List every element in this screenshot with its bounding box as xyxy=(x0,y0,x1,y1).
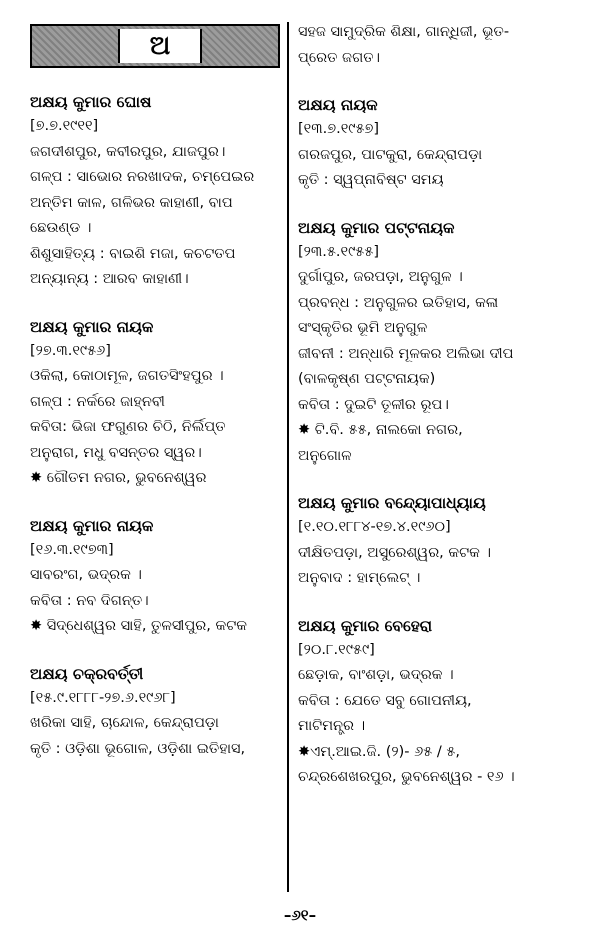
entry-line: [୭.୭.୧୯୧୧] xyxy=(30,118,99,134)
right-column xyxy=(298,20,576,813)
entry xyxy=(298,216,576,470)
entry-line: ✸ ଗୌତମ ନଗର, ଭୁବନେଶ୍ୱର xyxy=(30,470,207,486)
entry-line: ଓକିଲା, କୋଠାମୂଳ, ଜଗତସିଂହପୁର । xyxy=(30,368,224,384)
entry-line: ଚନ୍ଦ୍ରଶେଖରପୁର, ଭୁବନେଶ୍ୱର - ୧୬ । xyxy=(298,769,515,785)
entry-line: ସହଜ ସାମୁଦ୍ରିକ ଶିକ୍ଷା, ଗାନ୍ଧିଜୀ, ଭୂତ- xyxy=(298,24,510,40)
entry-line: କବିତା : ଦୁଇଟି ତୂଳୀର ରୂପ। xyxy=(298,396,449,413)
entry-line: ଅନ୍ତିମ କାଳ, ଗଳିଭର କାହାଣୀ, ବାପ xyxy=(30,194,233,211)
entry-line: ✸ ଟି.ବି. ୫୫, ନାଲକୋ ନଗର, xyxy=(298,422,463,438)
entry-line: ଜୀବନୀ : ଅନ୍ଧାରି ମୂଳକର ଅଲିଭା ଦୀପ xyxy=(298,345,514,362)
entry-line: ପ୍ରେତ ଜଗତ। xyxy=(298,49,381,66)
entry-line: କବିତା : ଯେତେ ସବୁ ଗୋପନୀୟ, xyxy=(298,692,472,709)
entry-line: ଅନୁବାଦ : ହାମ୍‌ଲେଟ୍ । xyxy=(298,570,421,586)
entry-line: ପ୍ରବନ୍ଧ : ଅନୁଗୁଳର ଇତିହାସ, କଳା xyxy=(298,294,499,311)
entry-line: ✸ ସିଦ୍ଧେଶ୍ୱର ସାହି, ତୁଳସୀପୁର, କଟକ xyxy=(30,618,247,634)
entry-line: [୧୩.୭.୧୯୫୭] xyxy=(298,121,380,137)
entry-line: ଗରଜପୁର, ପାଟକୁରା, କେନ୍ଦ୍ରାପଡ଼ା xyxy=(298,146,483,163)
entry-name: ଅକ୍ଷୟ ଚକ୍ରବର୍ତ୍ତୀ xyxy=(30,664,144,683)
entry-line: ମାଟିମନ୍ତ୍ର । xyxy=(298,718,366,734)
entry-line: [୨୭.୩.୧୯୫୬] xyxy=(30,342,111,359)
entry-line: କବିତା : ନବ ଦିଗନ୍ତ। xyxy=(30,592,149,609)
entry-line: [୧.୧୦.୧୮୮୪-୧୭.୪.୧୯୬୦] xyxy=(298,519,451,535)
column-divider xyxy=(287,22,289,892)
entry-name: ଅକ୍ଷୟ କୁମାର ପଟ୍ଟନାୟକ xyxy=(298,218,455,237)
entry-line: ଜଗଦୀଶପୁର, କବୀରପୁର, ଯାଜପୁର। xyxy=(30,143,226,160)
entry xyxy=(298,614,576,791)
entry-line: ଅନୁରାଗ, ମଧୁ ବସନ୍ତର ସ୍ୱର। xyxy=(30,444,202,461)
entry-line: ✸ଏମ୍.ଆଇ.ଜି. (୨)- ୬୫ / ୫, xyxy=(298,743,461,760)
entry-name: ଅକ୍ଷୟ ନାୟକ xyxy=(298,96,378,114)
entry-name: ଅକ୍ଷୟ କୁମାର ବନ୍ଦ୍ୟୋପାଧ୍ୟାୟ xyxy=(298,494,486,512)
entry-line: ଦୁର୍ଗାପୁର, ଜରପଡ଼ା, ଅନୁଗୁଳ । xyxy=(298,269,463,285)
entry xyxy=(30,90,282,293)
entry-name: ଅକ୍ଷୟ କୁମାର ନାୟକ xyxy=(30,317,154,336)
left-entries xyxy=(30,90,282,762)
entry-line: [୨୩.୫.୧୯୫୫] xyxy=(298,243,380,260)
entry-line: ସାବରଂଗ, ଭଦ୍ରକ । xyxy=(30,567,142,583)
entry xyxy=(30,315,282,492)
entry xyxy=(30,662,282,763)
entry-line: ଅନ୍ୟାନ୍ୟ : ଆରବ କାହାଣୀ। xyxy=(30,271,189,287)
entry-name: ଅକ୍ଷୟ କୁମାର ନାୟକ xyxy=(30,516,154,535)
entry xyxy=(30,514,282,640)
entry-line: (ବାଳକୃଷ୍ଣ ପଟ୍ଟନାୟକ) xyxy=(298,371,436,387)
page-number: –୬୧– xyxy=(283,906,317,924)
entry-line: ଛେଉଣ୍ଡ । xyxy=(30,220,92,236)
entry-name: ଅକ୍ଷୟ କୁମାର ବେହେରା xyxy=(298,616,433,635)
entry-line: ସଂସ୍କୃତିର ଭୂମି ଅନୁଗୁଳ xyxy=(298,320,428,336)
entry-line: ଗଳ୍ପ : ନର୍କରେ ଜାହ୍ନବୀ xyxy=(30,393,165,410)
entry-line: [୧୫.୯.୧୮୮୮-୨୭.୬.୧୯୬୮] xyxy=(30,689,176,706)
entry xyxy=(298,93,576,194)
entry-line: [୧୬.୩.୧୯୭୩] xyxy=(30,541,114,558)
entry-line: ଦୀକ୍ଷିତପଡ଼ା, ଅସୁରେଶ୍ୱର, କଟକ । xyxy=(298,544,492,561)
right-entries xyxy=(298,93,576,791)
entry-name: ଅକ୍ଷୟ କୁମାର ଘୋଷ xyxy=(30,93,152,111)
entry-line: କବିତା: ଭିଜା ଫଗୁଣର ଚିଠି, ନିର୍ଲିପ୍ତ xyxy=(30,419,226,435)
entry-line: ଅନୁଗୋଳ xyxy=(298,447,352,464)
entry-line: [୨୦.୮.୧୯୫୯] xyxy=(298,641,375,658)
section-letter-box xyxy=(30,24,280,68)
entry-line: ଗଳ୍ପ : ସାଭୋର ନରଖାଦକ, ଚମ୍ପେଇର xyxy=(30,169,255,185)
section-letter: ଅ xyxy=(118,29,202,63)
left-column xyxy=(30,20,282,784)
entry-line: ଖରିକା ସାହି, ଚାନ୍ଦୋଳ, କେନ୍ଦ୍ରାପଡ଼ା xyxy=(30,715,219,731)
entry-line: କୃତି : ଓଡ଼ିଶା ଭୂଗୋଳ, ଓଡ଼ିଶା ଇତିହାସ, xyxy=(30,740,246,757)
entry-line: ଶିଶୁସାହିତ୍ୟ : ବାଇଶି ମଜା, କଚଟତପ xyxy=(30,245,236,262)
entry-line: ଛେଡ଼ାକ, ବାଂଶଡ଼ା, ଭଦ୍ରକ । xyxy=(298,667,454,683)
entry-line: କୃତି : ସ୍ୱପ୍ନାବିଷ୍ଟ ସମୟ xyxy=(298,172,444,188)
entry xyxy=(298,491,576,592)
continued-entry xyxy=(298,20,576,71)
